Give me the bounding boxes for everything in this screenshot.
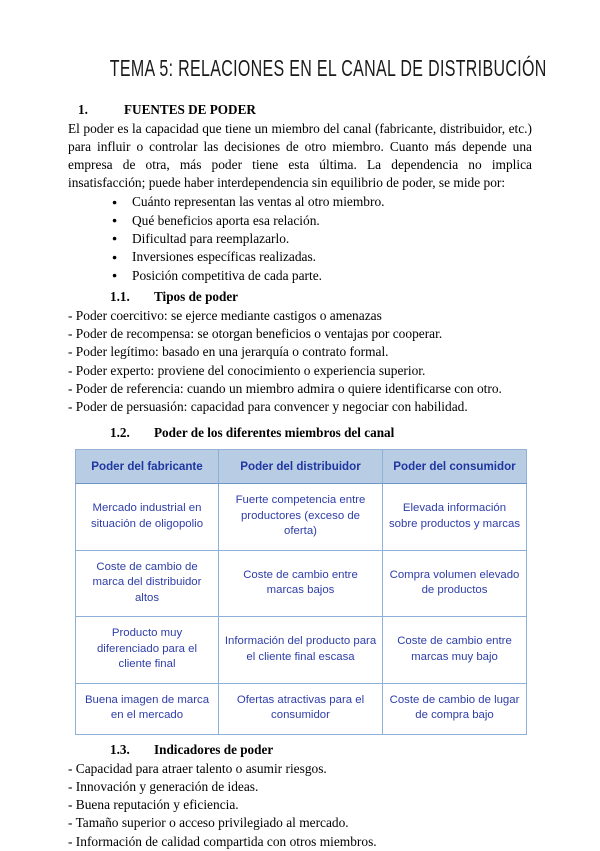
table-row bbox=[76, 484, 527, 551]
power-measures-list bbox=[68, 193, 532, 284]
section-title-1: FUENTES DE PODER bbox=[124, 102, 256, 117]
table-cell: Coste de cambio de lugar de compra bajo bbox=[383, 683, 527, 734]
section-heading-1 bbox=[68, 101, 532, 119]
section-heading-1-3 bbox=[68, 741, 532, 759]
dash-line: - Información de calidad compartida con otros miembros. bbox=[68, 833, 377, 849]
document-content bbox=[68, 55, 547, 851]
table-cell: Compra volumen elevado de productos bbox=[383, 550, 527, 617]
table-row bbox=[76, 550, 527, 617]
table-cell: Producto muy diferenciado para el cliente final bbox=[76, 617, 219, 684]
section-number-1-3: 1.3. bbox=[110, 741, 130, 757]
section-number-1-1: 1.1. bbox=[110, 288, 130, 304]
dash-line: - Poder experto: proviene del conocimiento o experiencia superior. bbox=[68, 362, 426, 378]
channel-power-table-wrapper bbox=[68, 449, 532, 735]
section-number-1-2: 1.2. bbox=[110, 424, 130, 440]
table-header-row bbox=[76, 450, 527, 484]
document-title: TEMA 5: RELACIONES EN EL CANAL DE DISTRIBUCIÓN bbox=[109, 55, 547, 82]
dash-line: - Poder legítimo: basado en una jerarquía o contrato formal. bbox=[68, 344, 389, 360]
table-row bbox=[76, 617, 527, 684]
table-cell: Información del producto para el cliente final escasa bbox=[219, 617, 383, 684]
indicadores-de-poder-lines bbox=[68, 760, 532, 851]
table-cell: Coste de cambio entre marcas bajos bbox=[219, 550, 383, 617]
table-header-cell: Poder del consumidor bbox=[383, 450, 527, 484]
list-item: ● Dificultad para reemplazarlo. bbox=[112, 230, 532, 248]
section-title-1-1: Tipos de poder bbox=[154, 288, 239, 304]
dash-line: - Poder coercitivo: se ejerce mediante castigos o amenazas bbox=[68, 308, 382, 324]
table-cell: Elevada información sobre productos y marcas bbox=[383, 484, 527, 551]
list-item: ● Qué beneficios aporta esa relación. bbox=[112, 212, 532, 230]
spacer bbox=[68, 416, 532, 424]
list-item: ● Posición competitiva de cada parte. bbox=[112, 267, 532, 285]
table-cell: Ofertas atractivas para el consumidor bbox=[219, 683, 383, 734]
table-cell: Mercado industrial en situación de oligopolio bbox=[76, 484, 219, 551]
dash-line: - Tamaño superior o acceso privilegiado al mercado. bbox=[68, 815, 349, 831]
section-heading-1-2 bbox=[68, 424, 532, 442]
dash-line: - Capacidad para atraer talento o asumir riesgos. bbox=[68, 760, 327, 776]
channel-power-table bbox=[75, 449, 527, 735]
dash-line: - Poder de recompensa: se otorgan beneficios o ventajas por cooperar. bbox=[68, 326, 443, 342]
table-cell: Fuerte competencia entre productores (exceso de oferta) bbox=[219, 484, 383, 551]
dash-line: - Innovación y generación de ideas. bbox=[68, 779, 259, 795]
section-title-1-3: Indicadores de poder bbox=[154, 741, 274, 757]
section-title-1-2: Poder de los diferentes miembros del canal bbox=[154, 424, 395, 440]
section-heading-1-1 bbox=[68, 288, 532, 306]
dash-line: - Poder de persuasión: capacidad para convencer y negociar con habilidad. bbox=[68, 398, 468, 414]
intro-paragraph: El poder es la capacidad que tiene un miembro del canal (fabricante, distribuidor, etc.) para influir o controlar las decisiones de otro miembro. Cuanto más depende una empresa de otra, más poder tiene esta última. La dependencia no implica insatisfacción; puede haber interdependencia sin equilibrio de poder, se mide por: bbox=[68, 121, 532, 191]
table-row bbox=[76, 683, 527, 734]
table-cell: Coste de cambio de marca del distribuidor altos bbox=[76, 550, 219, 617]
dash-line: - Poder de referencia: cuando un miembro admira o quiere identificarse con otro. bbox=[68, 380, 502, 396]
table-cell: Coste de cambio entre marcas muy bajo bbox=[383, 617, 527, 684]
table-header-cell: Poder del fabricante bbox=[76, 450, 219, 484]
table-cell: Buena imagen de marca en el mercado bbox=[76, 683, 219, 734]
tipos-de-poder-lines bbox=[68, 307, 532, 416]
table-header-cell: Poder del distribuidor bbox=[219, 450, 383, 484]
list-item: ● Cuánto representan las ventas al otro miembro. bbox=[112, 193, 532, 211]
section-number-1: 1. bbox=[78, 102, 88, 117]
dash-line: - Buena reputación y eficiencia. bbox=[68, 797, 239, 813]
list-item: ● Inversiones específicas realizadas. bbox=[112, 248, 532, 266]
